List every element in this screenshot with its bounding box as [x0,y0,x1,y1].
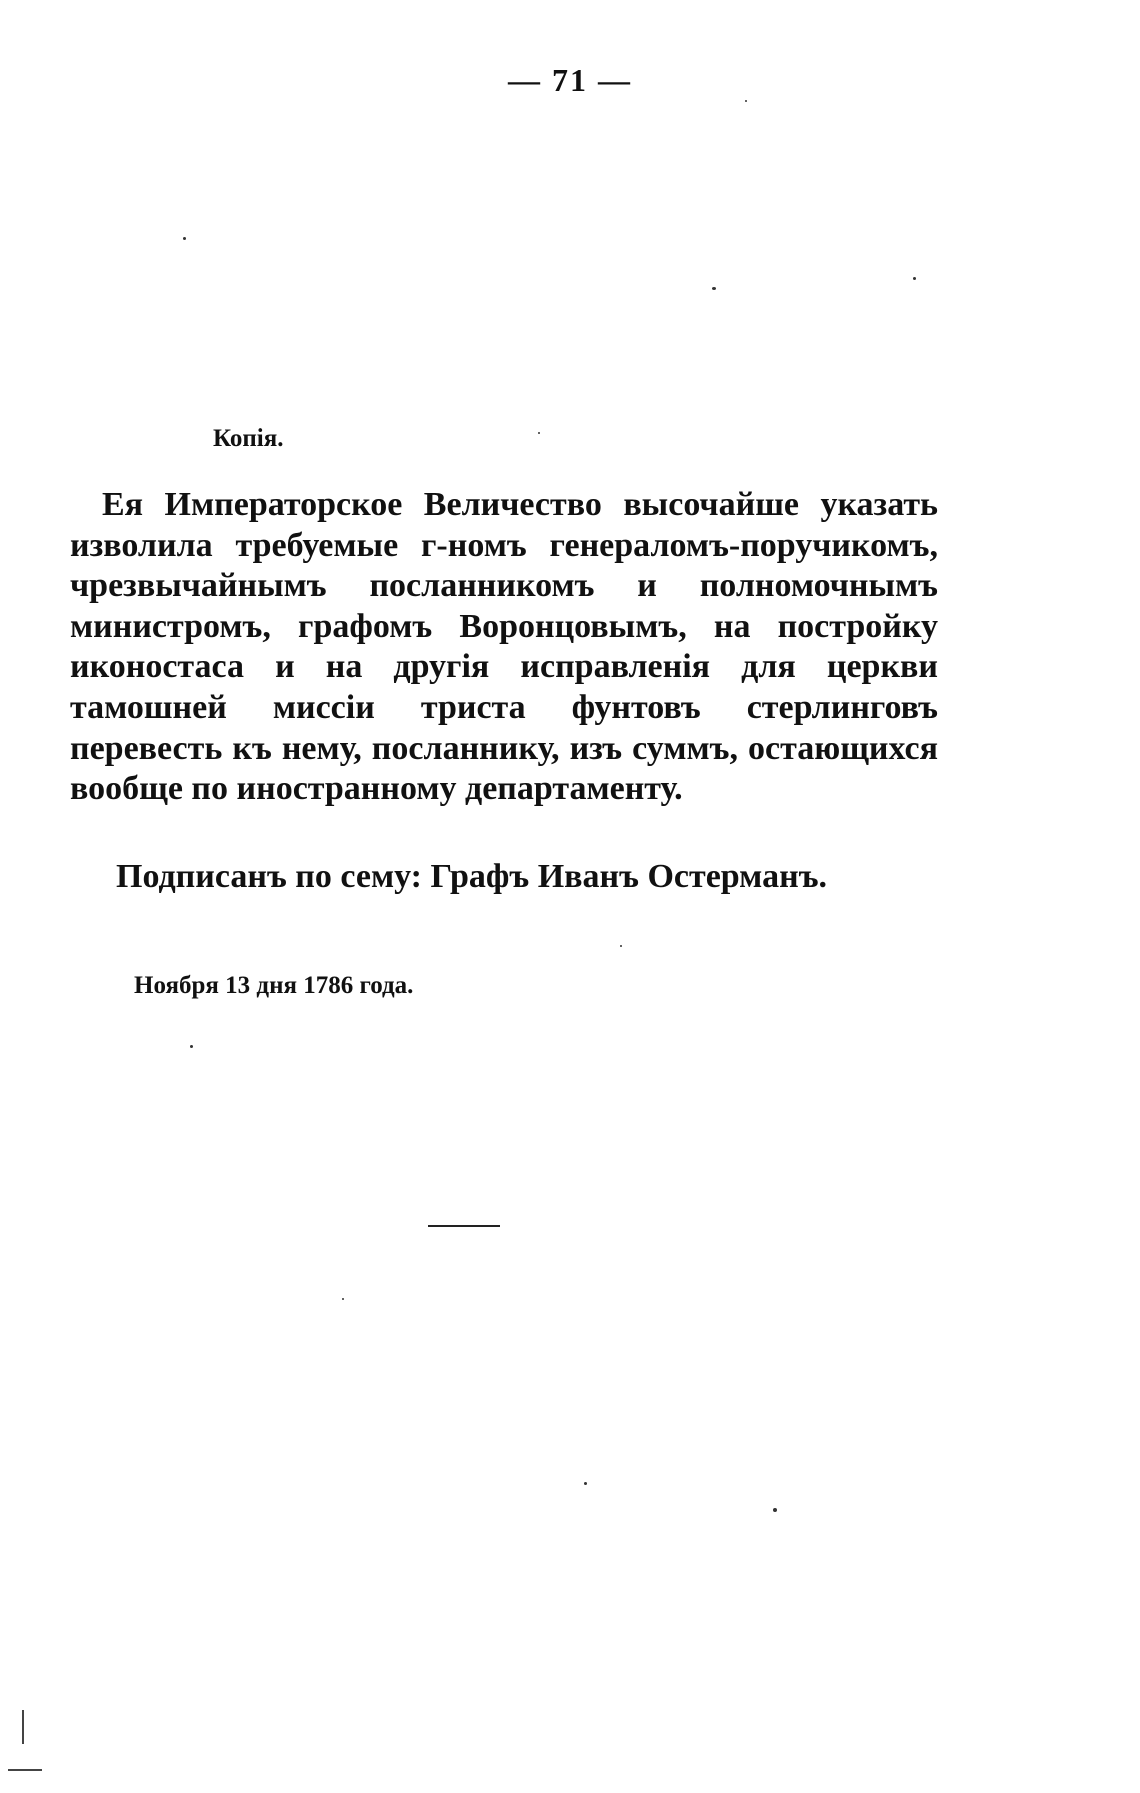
scan-speck [913,277,916,280]
scan-margin-mark [22,1710,24,1744]
document-body: Ея Императорское Величество высочайше указать изволила требуемые г-номъ генераломъ-поручикомъ, чрезвычайнымъ посланникомъ и полномочнымъ министромъ, графомъ Воронцовымъ, на постройку иконостаса и на другія исправленія для церкви тамошней миссіи триста фунтовъ стерлинговъ перевесть къ нему, посланнику, изъ суммъ, остающихся вообще по иностранному департаменту. [70,486,938,808]
scan-speck [712,287,716,290]
scan-speck [190,1045,193,1048]
scan-speck [342,1298,344,1300]
date-line: Ноября 13 дня 1786 года. [134,972,414,999]
page-number: — 71 — [508,62,632,98]
document-heading: Копія. [213,425,284,452]
scan-speck [538,432,540,434]
signature-line: Подписанъ по сему: Графъ Иванъ Остерманъ. [116,858,828,895]
scan-speck [745,100,747,102]
scan-speck [183,237,186,240]
separator-rule [428,1225,500,1227]
scan-speck [773,1508,777,1512]
scan-speck [620,945,622,947]
scan-margin-mark [8,1769,42,1771]
scan-speck [584,1482,587,1485]
